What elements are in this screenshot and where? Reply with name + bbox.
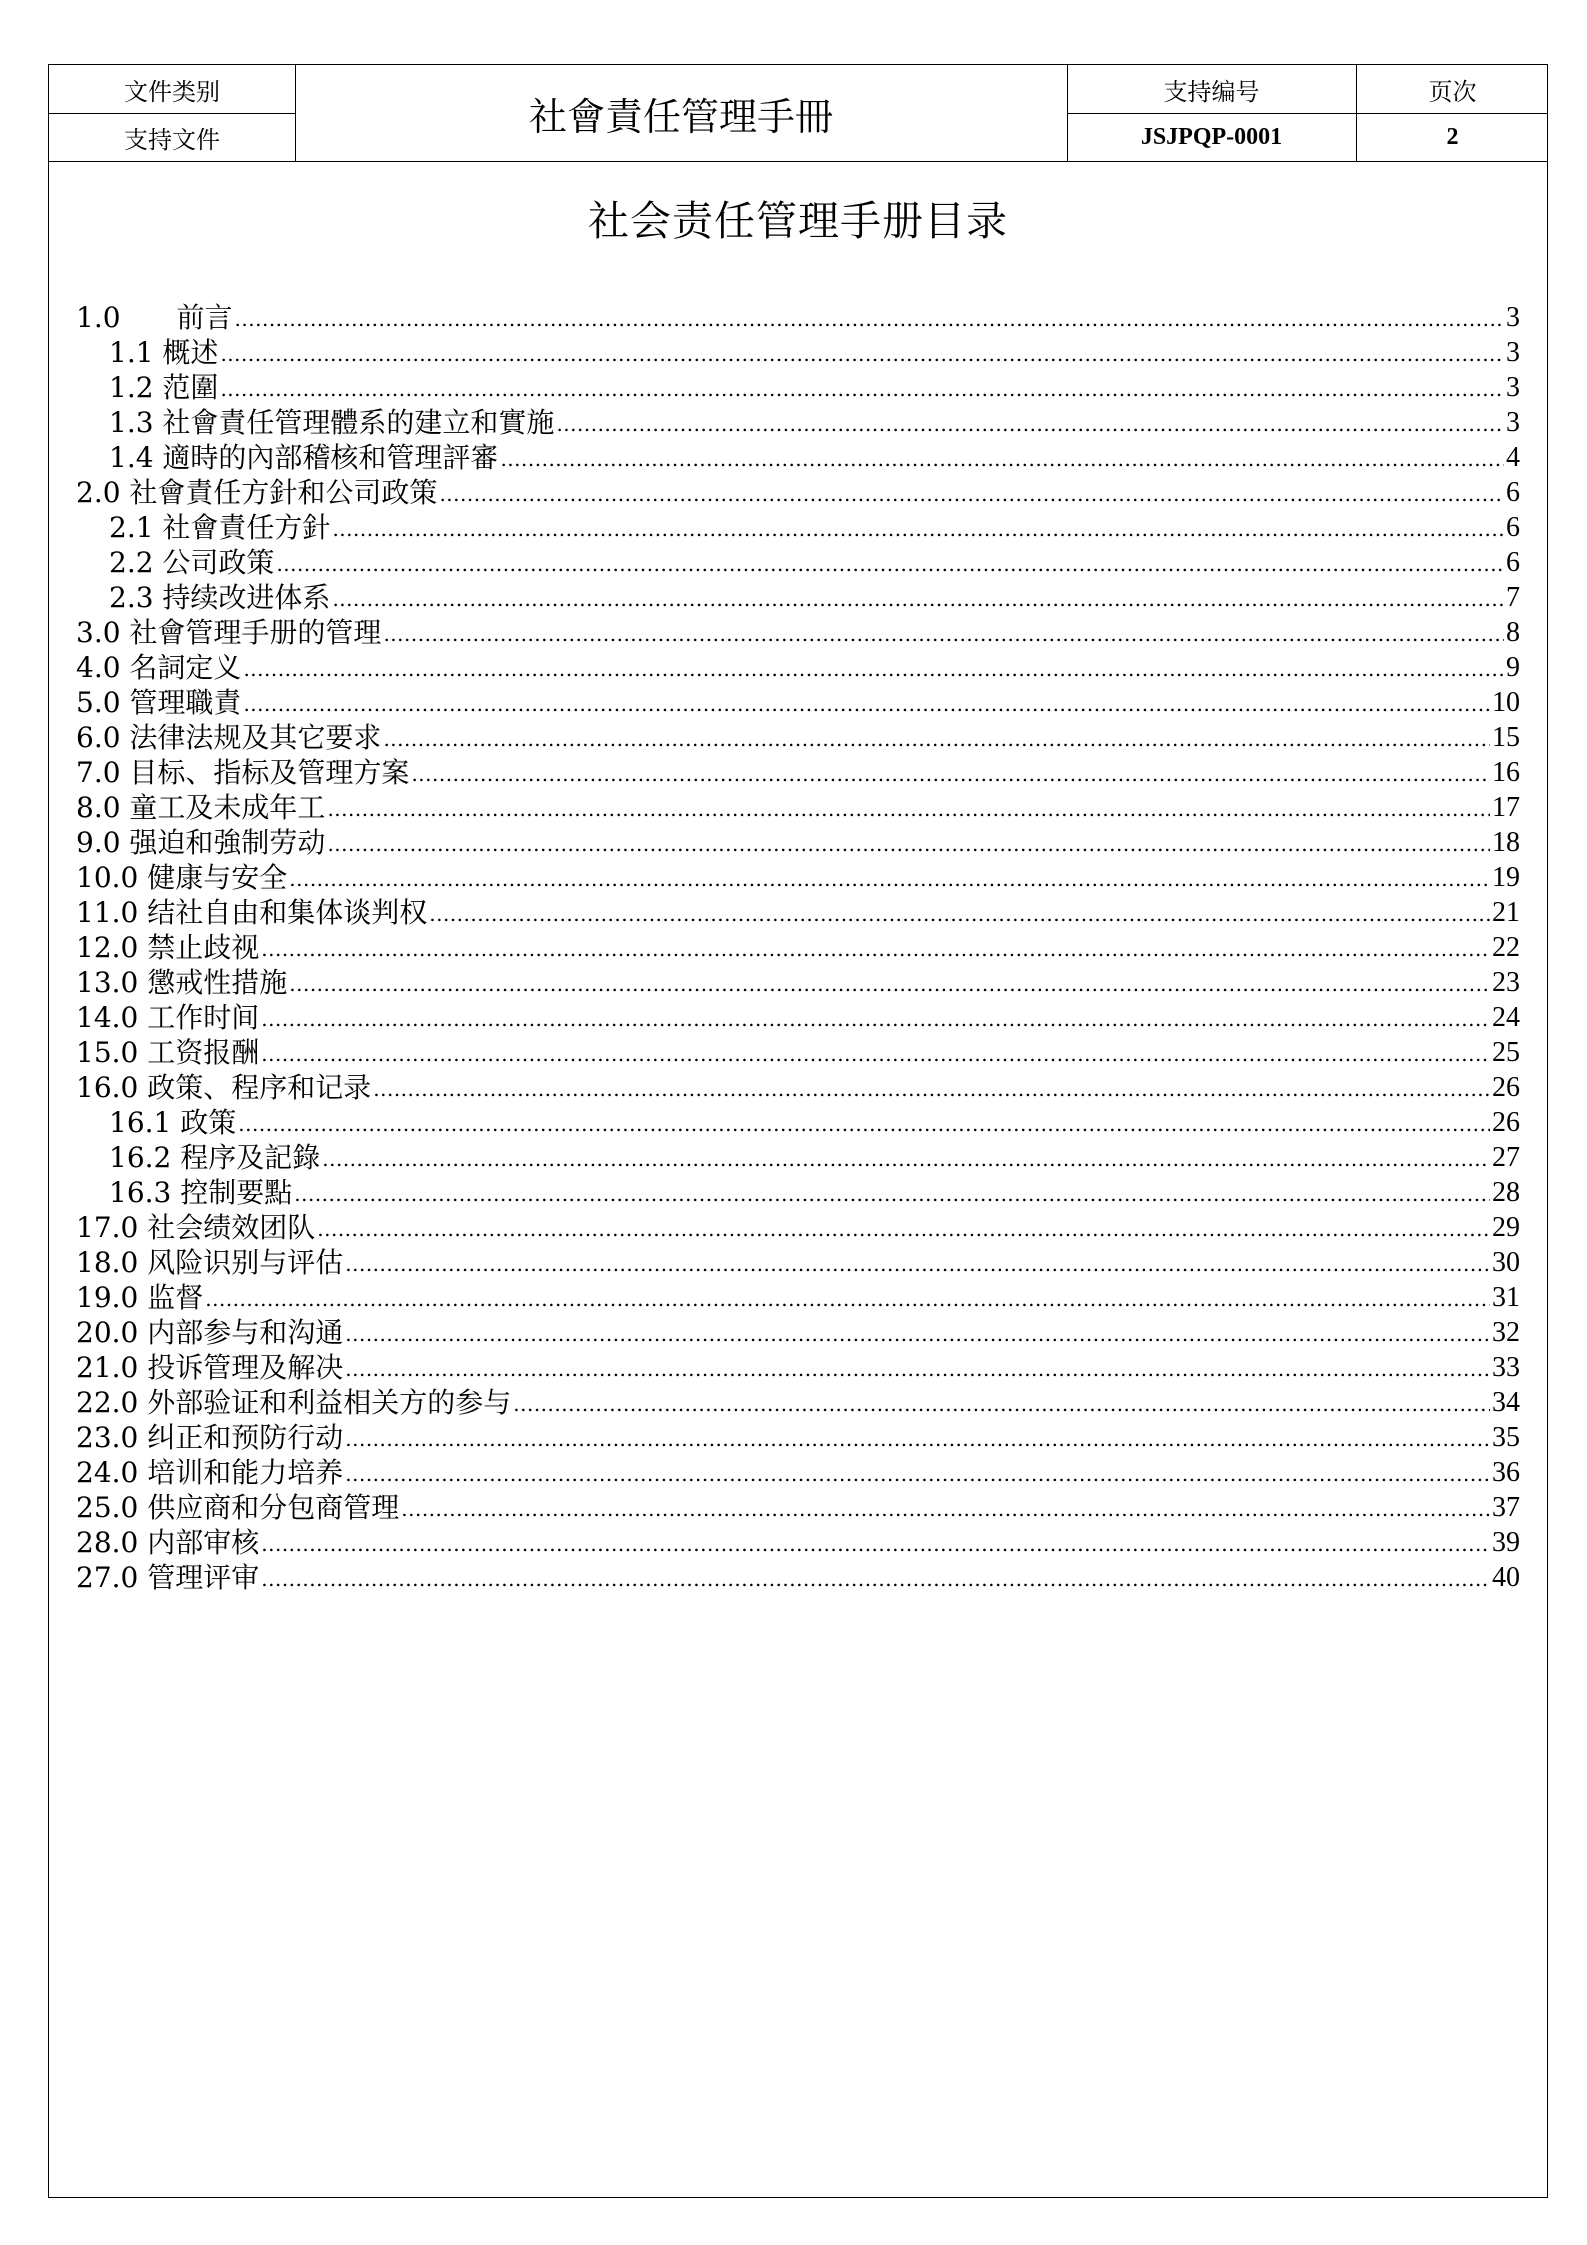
toc-entry[interactable] xyxy=(76,719,1520,754)
toc-entry-label: 1.0 前言 xyxy=(76,301,233,334)
toc-leader-dots xyxy=(500,444,1504,474)
toc-title: 社会责任管理手册目录 xyxy=(588,197,1008,245)
document-header xyxy=(49,65,1547,162)
toc-entry-label: 5.0 管理職責 xyxy=(76,686,242,719)
toc-entry-page: 3 xyxy=(1506,337,1520,368)
toc-leader-dots xyxy=(276,549,1504,579)
toc-entry[interactable] xyxy=(76,1384,1520,1419)
toc-entry-page: 26 xyxy=(1492,1072,1520,1103)
toc-entry-page: 24 xyxy=(1492,1002,1520,1033)
toc-entry[interactable] xyxy=(76,404,1520,439)
toc-entry-label: 1.4 適時的內部稽核和管理評審 xyxy=(109,441,499,474)
doc-number-label: 支持编号 xyxy=(1163,77,1260,106)
toc-entry-label: 1.3 社會責任管理體系的建立和實施 xyxy=(109,406,555,439)
toc-leader-dots xyxy=(243,689,1490,719)
toc-leader-dots xyxy=(439,479,1504,509)
toc-entry-page: 34 xyxy=(1492,1387,1520,1418)
toc-entry-page: 17 xyxy=(1492,792,1520,823)
toc-leader-dots xyxy=(322,1144,1490,1174)
toc-entry[interactable] xyxy=(76,1034,1520,1069)
toc-entry[interactable] xyxy=(76,859,1520,894)
toc-leader-dots xyxy=(261,1564,1490,1594)
toc-entry-label: 2.2 公司政策 xyxy=(109,546,275,579)
toc-entry-page: 10 xyxy=(1492,687,1520,718)
toc-entry-page: 4 xyxy=(1506,442,1520,473)
toc-entry[interactable] xyxy=(76,544,1520,579)
toc-entry[interactable] xyxy=(76,684,1520,719)
page-label: 页次 xyxy=(1428,77,1477,106)
category-label: 文件类别 xyxy=(124,77,220,106)
toc-entry[interactable] xyxy=(76,1209,1520,1244)
toc-entry-page: 3 xyxy=(1506,407,1520,438)
toc-entry-page: 7 xyxy=(1506,582,1520,613)
toc-entry[interactable] xyxy=(76,474,1520,509)
toc-entry-label: 27.0 管理评审 xyxy=(76,1561,260,1594)
toc-entry-label: 15.0 工资报酬 xyxy=(76,1036,260,1069)
toc-entry-page: 26 xyxy=(1492,1107,1520,1138)
toc-entry[interactable] xyxy=(76,964,1520,999)
toc-entry[interactable] xyxy=(76,1244,1520,1279)
toc-entry-label: 16.3 控制要點 xyxy=(109,1176,293,1209)
toc-leader-dots xyxy=(220,339,1504,369)
toc-entry-label: 16.0 政策、程序和记录 xyxy=(76,1071,372,1104)
toc-entry-page: 29 xyxy=(1492,1212,1520,1243)
toc-entry[interactable] xyxy=(76,1489,1520,1524)
toc-entry-label: 14.0 工作时间 xyxy=(76,1001,260,1034)
toc-entry-page: 6 xyxy=(1506,512,1520,543)
toc-entry-page: 37 xyxy=(1492,1492,1520,1523)
toc-entry-label: 8.0 童工及未成年工 xyxy=(76,791,326,824)
toc-entry-label: 9.0 强迫和強制劳动 xyxy=(76,826,326,859)
toc-entry[interactable] xyxy=(76,1349,1520,1384)
toc-leader-dots xyxy=(243,654,1504,684)
toc-entry[interactable] xyxy=(76,1559,1520,1594)
toc-leader-dots xyxy=(289,864,1490,894)
toc-entry-label: 19.0 监督 xyxy=(76,1281,204,1314)
toc-entry-page: 6 xyxy=(1506,547,1520,578)
toc-leader-dots xyxy=(327,794,1490,824)
toc-entry-page: 22 xyxy=(1492,932,1520,963)
toc-entry-page: 25 xyxy=(1492,1037,1520,1068)
toc-entry-page: 15 xyxy=(1492,722,1520,753)
toc-entry-page: 40 xyxy=(1492,1562,1520,1593)
toc-entry-page: 30 xyxy=(1492,1247,1520,1278)
toc-entry-page: 3 xyxy=(1506,302,1520,333)
page-number: 2 xyxy=(1446,123,1459,150)
toc-entry[interactable] xyxy=(76,1174,1520,1209)
toc-leader-dots xyxy=(401,1494,1490,1524)
toc-entry-label: 1.1 概述 xyxy=(109,336,219,369)
toc-entry-label: 1.2 范圍 xyxy=(109,371,219,404)
toc-leader-dots xyxy=(261,1004,1490,1034)
toc-leader-dots xyxy=(383,619,1504,649)
toc-entry[interactable] xyxy=(76,334,1520,369)
toc-entry[interactable] xyxy=(76,369,1520,404)
manual-title: 社會責任管理手冊 xyxy=(528,94,833,139)
toc-leader-dots xyxy=(261,1039,1490,1069)
toc-entry-label: 2.0 社會責任方針和公司政策 xyxy=(76,476,438,509)
toc-leader-dots xyxy=(513,1389,1490,1419)
toc-leader-dots xyxy=(327,829,1490,859)
toc-entry-page: 35 xyxy=(1492,1422,1520,1453)
toc-entry[interactable] xyxy=(76,1454,1520,1489)
toc-leader-dots xyxy=(429,899,1490,929)
toc-leader-dots xyxy=(345,1319,1490,1349)
toc-entry-label: 22.0 外部验证和利益相关方的参与 xyxy=(76,1386,512,1419)
toc-entry-page: 23 xyxy=(1492,967,1520,998)
toc-entry-label: 4.0 名詞定义 xyxy=(76,651,242,684)
toc-entry[interactable] xyxy=(76,894,1520,929)
toc-entry-page: 39 xyxy=(1492,1527,1520,1558)
toc-leader-dots xyxy=(205,1284,1490,1314)
toc-entry-label: 25.0 供应商和分包商管理 xyxy=(76,1491,400,1524)
toc-entry[interactable] xyxy=(76,1279,1520,1314)
table-of-contents xyxy=(76,299,1520,1594)
toc-entry-label: 3.0 社會管理手册的管理 xyxy=(76,616,382,649)
toc-entry[interactable] xyxy=(76,1069,1520,1104)
toc-leader-dots xyxy=(332,584,1504,614)
toc-leader-dots xyxy=(289,969,1490,999)
toc-entry-page: 6 xyxy=(1506,477,1520,508)
toc-entry[interactable] xyxy=(76,614,1520,649)
toc-entry-label: 17.0 社会绩效团队 xyxy=(76,1211,316,1244)
toc-entry[interactable] xyxy=(76,1419,1520,1454)
toc-entry-label: 12.0 禁止歧视 xyxy=(76,931,260,964)
toc-leader-dots xyxy=(332,514,1504,544)
toc-entry-label: 7.0 目标、指标及管理方案 xyxy=(76,756,410,789)
toc-entry-label: 2.3 持续改进体系 xyxy=(109,581,331,614)
toc-entry-label: 23.0 纠正和预防行动 xyxy=(76,1421,344,1454)
toc-entry-page: 3 xyxy=(1506,372,1520,403)
category-value: 支持文件 xyxy=(124,125,220,154)
toc-leader-dots xyxy=(294,1179,1490,1209)
toc-entry[interactable] xyxy=(76,929,1520,964)
toc-leader-dots xyxy=(345,1459,1490,1489)
toc-leader-dots xyxy=(411,759,1490,789)
toc-entry-label: 20.0 内部参与和沟通 xyxy=(76,1316,344,1349)
doc-number-value: JSJPQP-0001 xyxy=(1140,123,1283,150)
toc-entry[interactable] xyxy=(76,754,1520,789)
toc-entry[interactable] xyxy=(76,999,1520,1034)
toc-entry-label: 21.0 投诉管理及解决 xyxy=(76,1351,344,1384)
toc-entry-label: 18.0 风险识别与评估 xyxy=(76,1246,344,1279)
toc-entry-page: 9 xyxy=(1506,652,1520,683)
toc-entry[interactable] xyxy=(76,824,1520,859)
toc-entry[interactable] xyxy=(76,299,1520,334)
toc-entry-page: 16 xyxy=(1492,757,1520,788)
toc-entry-label: 10.0 健康与安全 xyxy=(76,861,288,894)
page-frame xyxy=(48,64,1548,2198)
toc-entry-page: 19 xyxy=(1492,862,1520,893)
toc-leader-dots xyxy=(345,1354,1490,1384)
toc-leader-dots xyxy=(556,409,1504,439)
toc-leader-dots xyxy=(235,304,1504,334)
toc-entry-page: 21 xyxy=(1492,897,1520,928)
toc-entry-page: 31 xyxy=(1492,1282,1520,1313)
toc-entry[interactable] xyxy=(76,649,1520,684)
toc-leader-dots xyxy=(238,1109,1490,1139)
toc-leader-dots xyxy=(383,724,1490,754)
toc-entry-label: 16.1 政策 xyxy=(109,1106,237,1139)
toc-entry-label: 28.0 内部审核 xyxy=(76,1526,260,1559)
toc-entry-page: 18 xyxy=(1492,827,1520,858)
toc-entry[interactable] xyxy=(76,579,1520,614)
toc-entry-page: 27 xyxy=(1492,1142,1520,1173)
toc-entry-label: 2.1 社會責任方針 xyxy=(109,511,331,544)
toc-entry-page: 36 xyxy=(1492,1457,1520,1488)
toc-entry[interactable] xyxy=(76,1314,1520,1349)
toc-entry[interactable] xyxy=(76,1524,1520,1559)
toc-leader-dots xyxy=(220,374,1504,404)
toc-leader-dots xyxy=(261,934,1490,964)
toc-leader-dots xyxy=(345,1424,1490,1454)
toc-entry-label: 24.0 培训和能力培养 xyxy=(76,1456,344,1489)
toc-entry-label: 16.2 程序及記錄 xyxy=(109,1141,321,1174)
toc-entry-page: 33 xyxy=(1492,1352,1520,1383)
toc-entry-label: 11.0 结社自由和集体谈判权 xyxy=(76,896,428,929)
toc-entry-page: 32 xyxy=(1492,1317,1520,1348)
toc-entry[interactable] xyxy=(76,1139,1520,1174)
toc-entry[interactable] xyxy=(76,789,1520,824)
toc-entry[interactable] xyxy=(76,439,1520,474)
toc-entry[interactable] xyxy=(76,1104,1520,1139)
toc-entry-page: 28 xyxy=(1492,1177,1520,1208)
toc-leader-dots xyxy=(317,1214,1490,1244)
toc-leader-dots xyxy=(345,1249,1490,1279)
toc-leader-dots xyxy=(261,1529,1490,1559)
toc-entry-label: 6.0 法律法规及其它要求 xyxy=(76,721,382,754)
toc-entry[interactable] xyxy=(76,509,1520,544)
toc-entry-page: 8 xyxy=(1506,617,1520,648)
toc-entry-label: 13.0 懲戒性措施 xyxy=(76,966,288,999)
toc-leader-dots xyxy=(373,1074,1490,1104)
